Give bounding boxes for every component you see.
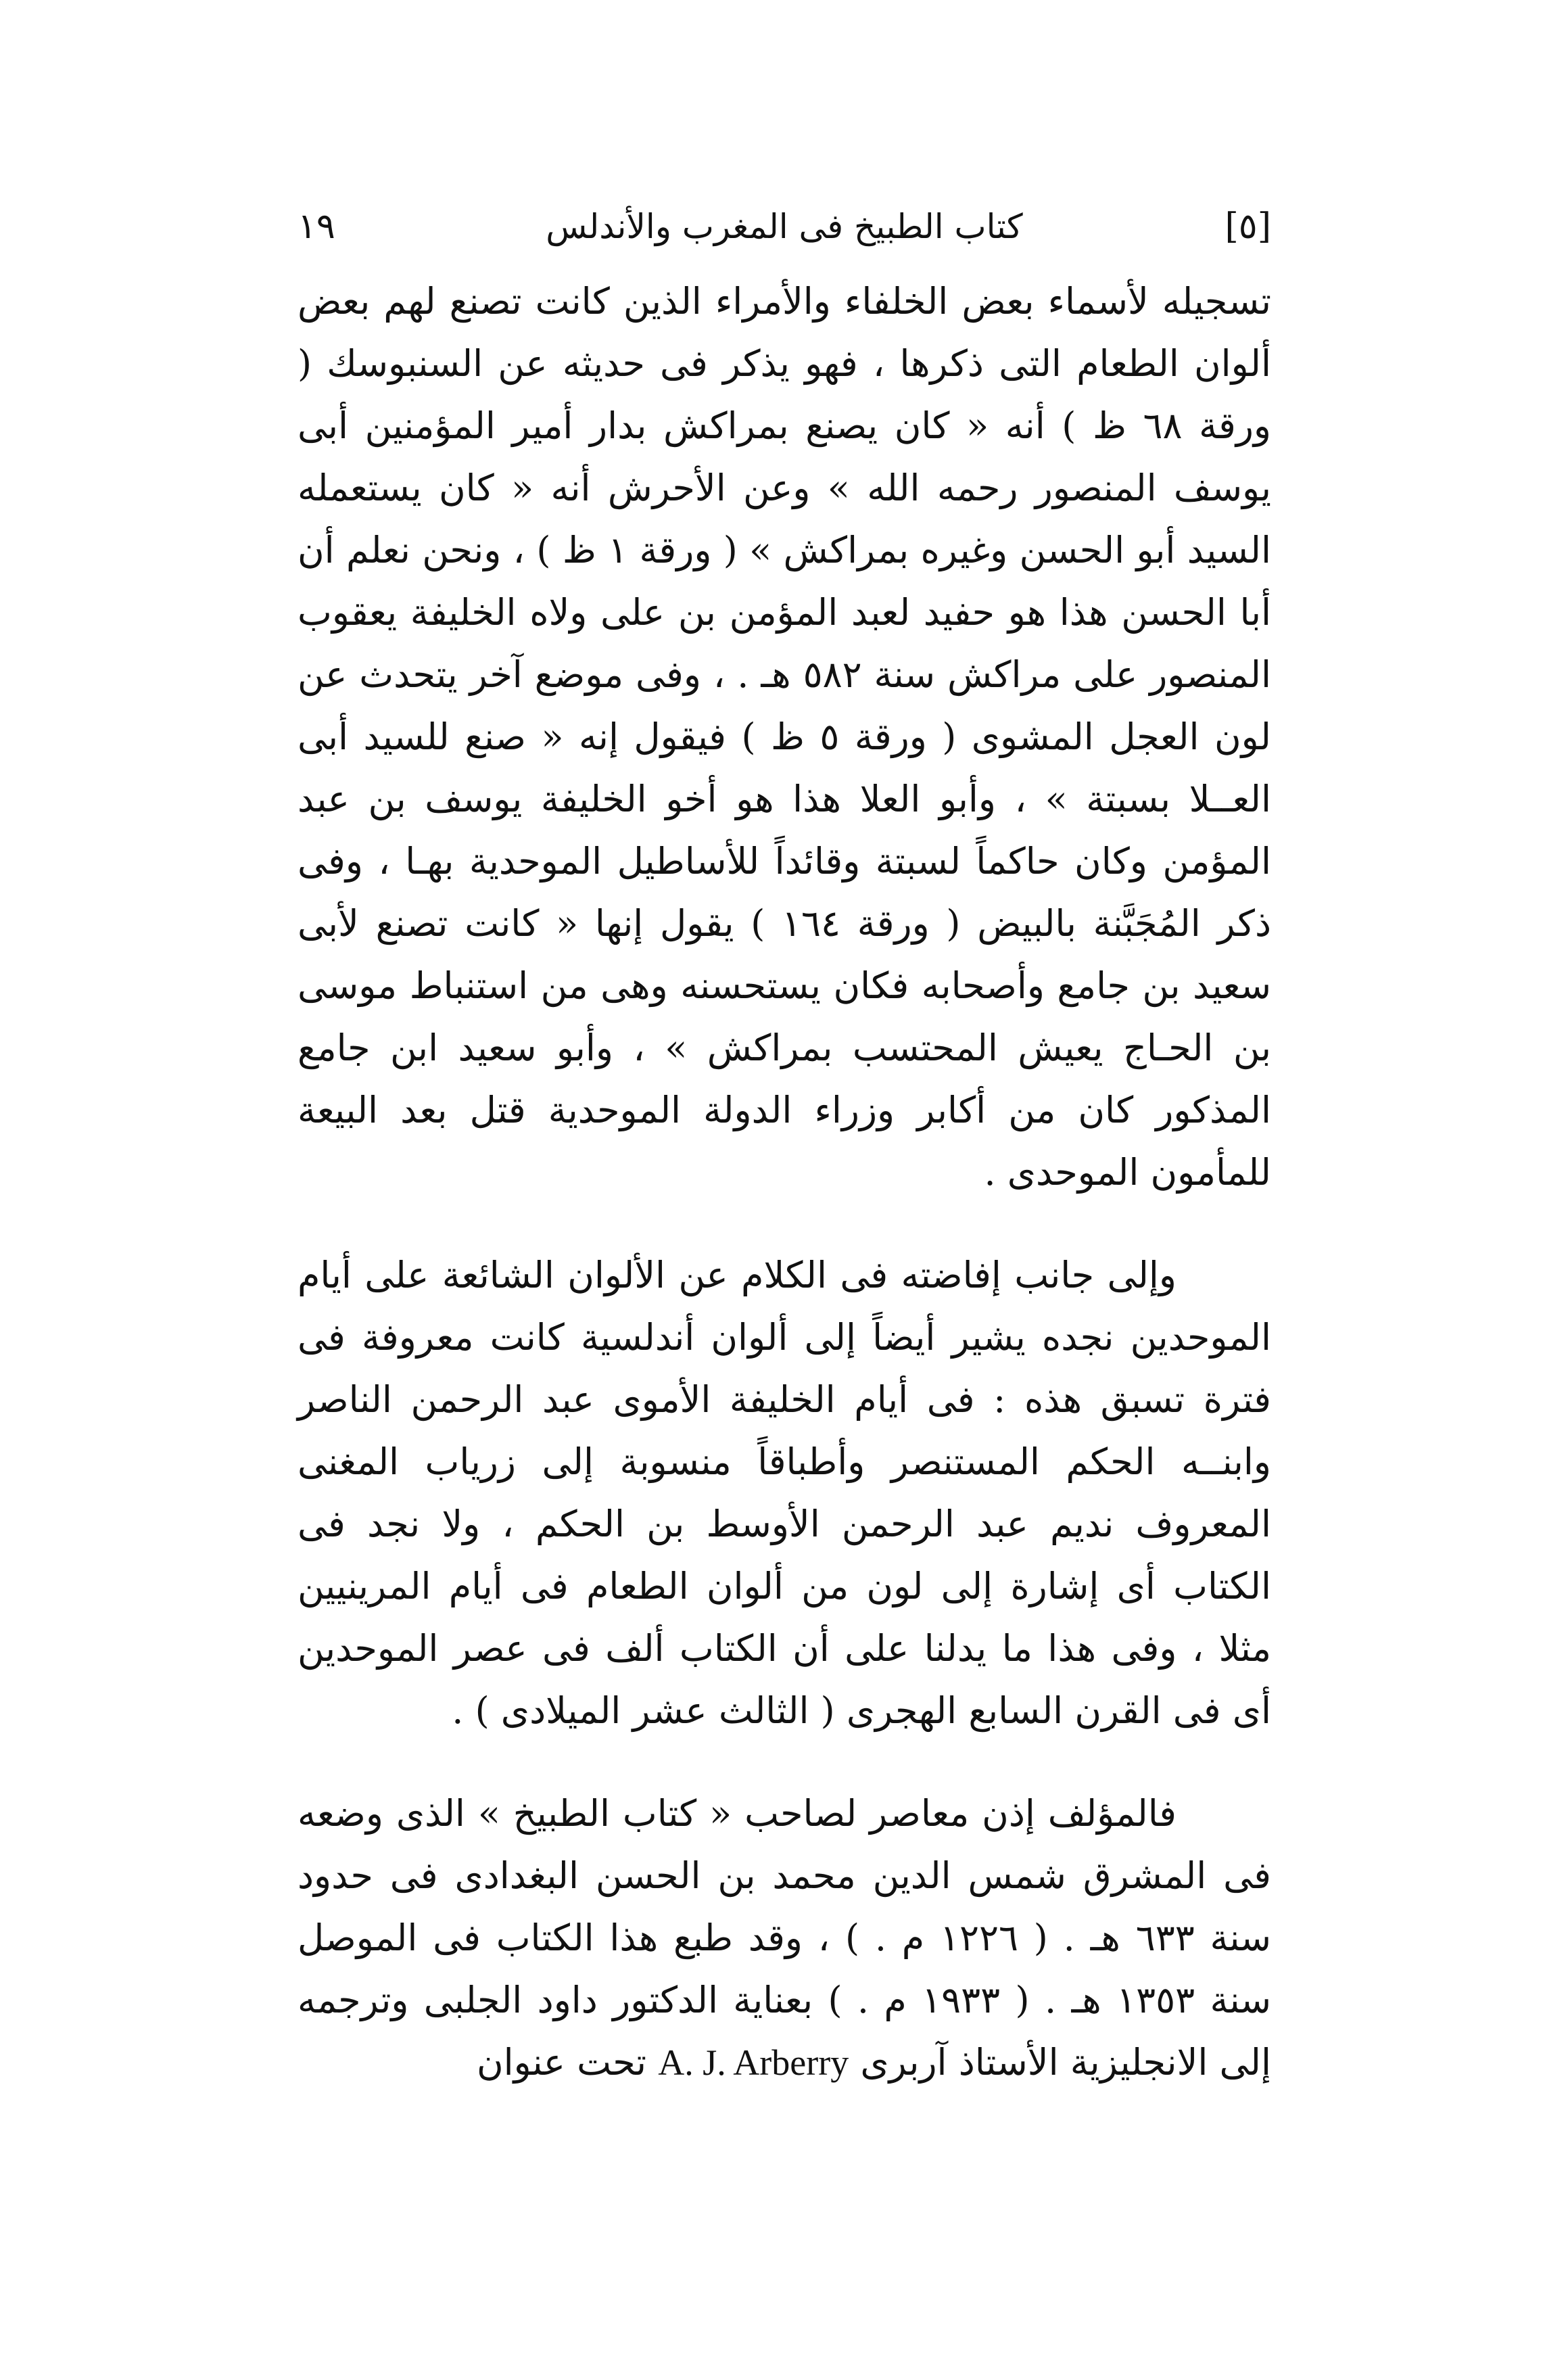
paragraph-3 [298,1783,1271,2094]
paragraph-1: تسجيله لأسماء بعض الخلفاء والأمراء الذين كانت تصنع لهم بعض ألوان الطعام التى ذكرها ، فهو يذكر فى حديثه عن السنبوسك ( ورقة ٦٨ ظ ) أنه « كان يصنع بمراكش بدار أمير المؤمنين أبى يوسف المنصور رحمه الله » وعن الأحرش أنه « كان يستعمله السيد أبو الحسن وغيره بمراكش » ( ورقة ١ ظ ) ، ونحن نعلم أن أبا الحسن هذا هو حفيد لعبد المؤمن بن على ولاه الخليفة يعقوب المنصور على مراكش سنة ٥٨٢ هـ . ، وفى موضع آخر يتحدث عن لون العجل المشوى ( ورقة ٥ ظ ) فيقول إنه « صنع للسيد أبى العــلا بسبتة » ، وأبو العلا هذا هو أخو الخليفة يوسف بن عبد المؤمن وكان حاكماً لسبتة وقائداً للأساطيل الموحدية بهـا ، وفى ذكر المُجَبَّنة بالبيض ( ورقة ١٦٤ ) يقول إنها « كانت تصنع لأبى سعيد بن جامع وأصحابه فكان يستحسنه وهى من استنباط موسى بن الحـاج يعيش المحتسب بمراكش » ، وأبو سعيد ابن جامع المذكور كان من أكابر وزراء الدولة الموحدية قتل بعد البيعة للمأمون الموحدى . [298,280,1272,1194]
paragraph-2: وإلى جانب إفاضته فى الكلام عن الألوان الشائعة على أيام الموحدين نجده يشير أيضاً إلى ألوان أندلسية كانت معروفة فى فترة تسبق هذه : فى أيام الخليفة الأموى عبد الرحمن الناصر وابنــه الحكم المستنصر وأطباقاً منسوبة إلى زرياب المغنى المعروف نديم عبد الرحمن الأوسط بن الحكم ، ولا نجد فى الكتاب أى إشارة إلى لون من ألوان الطعام فى أيام المرينيين مثلا ، وفى هذا ما يدلنا على أن الكتاب ألف فى عصر الموحدين أى فى القرن السابع الهجرى ( الثالث عشر الميلادى ) . [298,1254,1271,1732]
latin-author-name: A. J. Arberry [658,2042,849,2083]
running-title: كتاب الطبيخ فى المغرب والأندلس [546,207,1023,246]
section-marker: [٥] [1225,206,1271,247]
running-header [298,199,1271,254]
paragraph-3-text: فالمؤلف إذن معاصر لصاحب « كتاب الطبيخ » الذى وضعه فى المشرق شمس الدين محمد بن الحسن البغدادى فى حدود سنة ٦٣٣ هـ . ( ١٢٢٦ م . ) ، وقد طبع هذا الكتاب فى الموصل سنة ١٣٥٣ هـ . ( ١٩٣٣ م . ) بعناية الدكتور داود الجلبى وترجمه إلى الانجليزية الأستاذ آربرى [298,1792,1271,2084]
page-number: ١٩ [298,206,335,247]
body-text [298,271,1271,2094]
paragraph-3-tail: تحت عنوان [476,2041,647,2084]
